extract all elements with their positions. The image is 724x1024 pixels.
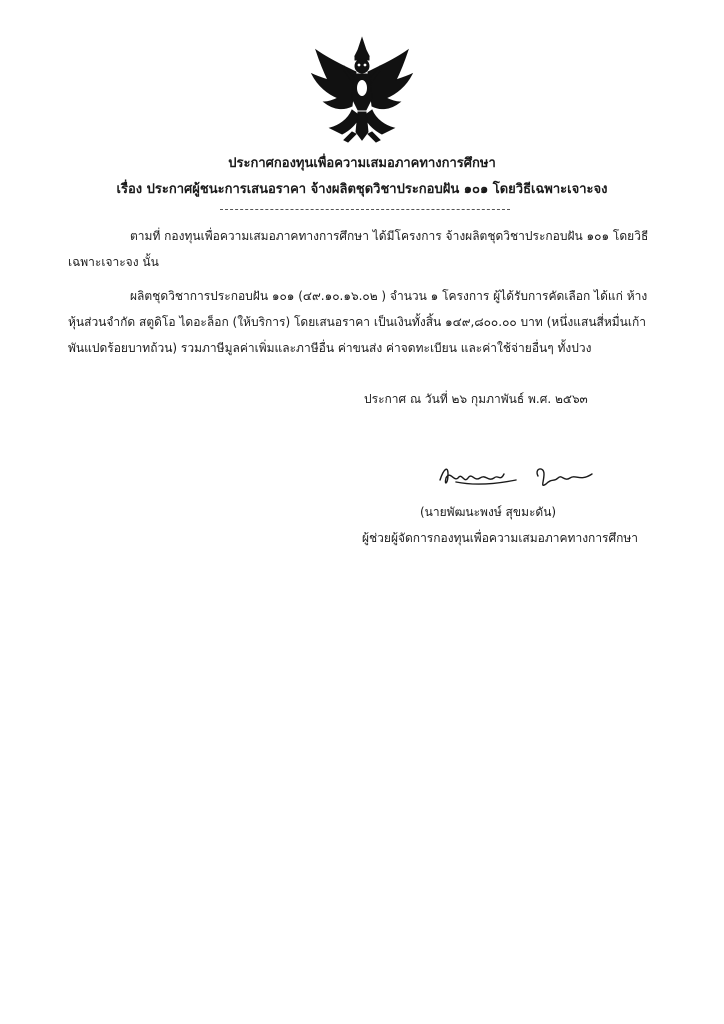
signature-icon	[436, 460, 596, 494]
announcement-date: ประกาศ ณ วันที่ ๒๖ กุมภาพันธ์ พ.ศ. ๒๕๖๓	[364, 392, 588, 406]
paragraph-1-line-2: เฉพาะเจาะจง นั้น	[68, 255, 159, 269]
announcement-subject: เรื่อง ประกาศผู้ชนะการเสนอราคา จ้างผลิตชุดวิชาประกอบฝัน ๑๐๑ โดยวิธีเฉพาะเจาะจง	[116, 182, 608, 197]
paragraph-2-line-3: พันแปดร้อยบาทถ้วน) รวมภาษีมูลค่าเพิ่มและภาษีอื่น ค่าขนส่ง ค่าจดทะเบียน และค่าใช้จ่ายอื่นๆ ทั้งปวง	[68, 341, 592, 355]
garuda-emblem-icon	[308, 36, 416, 144]
paragraph-2-line-2: หุ้นส่วนจำกัด สตูดิโอ ไดอะล็อก (ให้บริการ) โดยเสนอราคา เป็นเงินทั้งสิ้น ๑๔๙,๘๐๐.๐๐ บาท (หนึ่งแสนสี่หมื่นเก้า	[68, 315, 646, 329]
signer-name: (นายพัฒนะพงษ์ สุขมะดัน)	[420, 505, 557, 519]
signer-position: ผู้ช่วยผู้จัดการกองทุนเพื่อความเสมอภาคทางการศึกษา	[362, 531, 639, 545]
announcement-title: ประกาศกองทุนเพื่อความเสมอภาคทางการศึกษา	[228, 156, 496, 171]
paragraph-2-line-1: ผลิตชุดวิชาการประกอบฝัน ๑๐๑ (๔๙.๑๐.๑๖.๐๒ ) จำนวน ๑ โครงการ ผู้ได้รับการคัดเลือก ได้แก่ ห้าง	[130, 289, 648, 303]
paragraph-1-line-1: ตามที่ กองทุนเพื่อความเสมอภาคทางการศึกษา ได้มีโครงการ จ้างผลิตชุดวิชาประกอบฝัน ๑๐๑ โดยวิธี	[130, 229, 649, 243]
divider	[220, 209, 510, 210]
